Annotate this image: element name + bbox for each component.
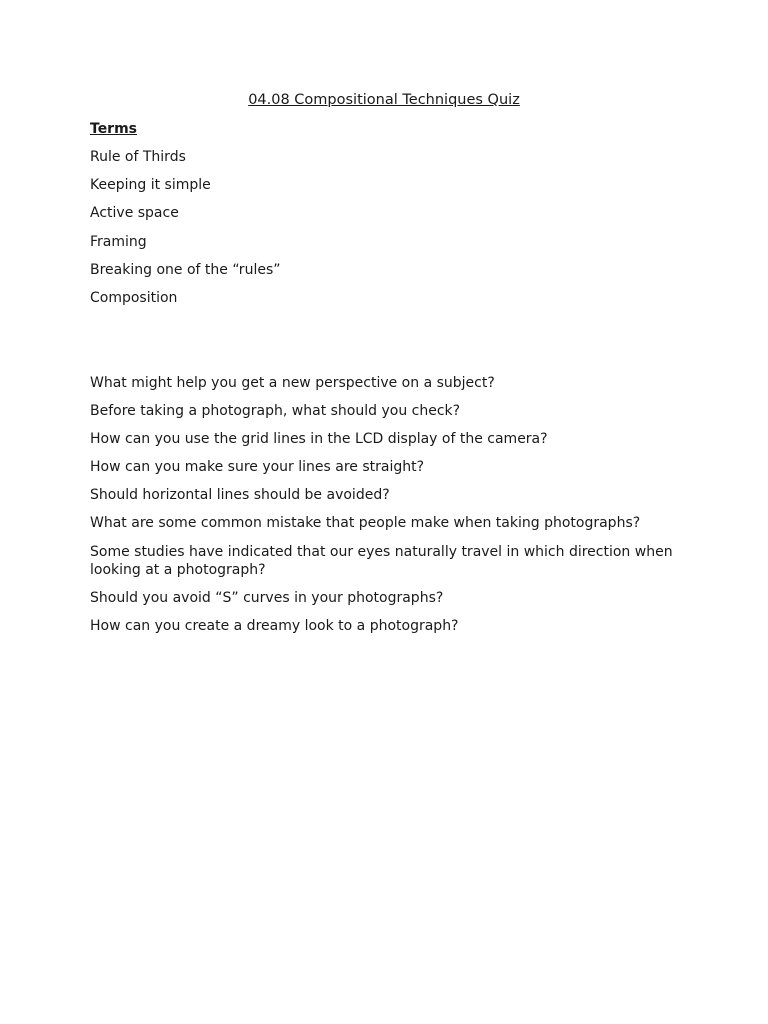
- questions-list: [90, 374, 680, 645]
- question-item: Some studies have indicated that our eyes naturally travel in which direction when looking at a photograph?: [90, 543, 673, 579]
- term-item: Keeping it simple: [90, 177, 211, 194]
- question-item: How can you make sure your lines are straight?: [90, 459, 425, 476]
- question-item: Before taking a photograph, what should you check?: [90, 403, 461, 420]
- terms-heading: Terms: [90, 121, 138, 137]
- terms-list: [90, 148, 281, 317]
- question-item: Should horizontal lines should be avoided?: [90, 487, 390, 504]
- question-item: Should you avoid “S” curves in your photographs?: [90, 590, 444, 607]
- term-item: Breaking one of the “rules”: [90, 261, 281, 278]
- term-item: Active space: [90, 205, 179, 222]
- term-item: Rule of Thirds: [90, 149, 186, 165]
- question-item: What are some common mistake that people make when taking photographs?: [90, 515, 641, 532]
- term-item: Framing: [90, 233, 147, 250]
- document-title: 04.08 Compositional Techniques Quiz: [248, 92, 520, 108]
- question-item: What might help you get a new perspective on a subject?: [90, 375, 495, 391]
- term-item: Composition: [90, 289, 178, 306]
- question-item: How can you use the grid lines in the LCD display of the camera?: [90, 431, 548, 448]
- question-item: How can you create a dreamy look to a photograph?: [90, 618, 459, 635]
